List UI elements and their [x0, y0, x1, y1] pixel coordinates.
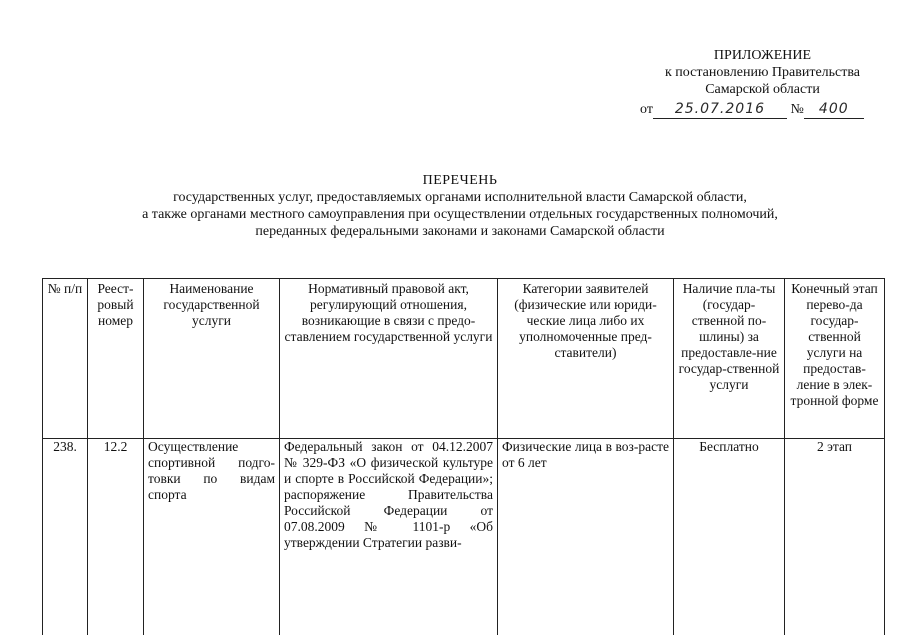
- table-row: [43, 439, 885, 636]
- document-title: [60, 172, 860, 240]
- appendix-title: ПРИЛОЖЕНИЕ: [713, 48, 812, 63]
- appendix-line-2: Самарской области: [705, 82, 820, 97]
- table-header-row: [43, 279, 885, 439]
- handwritten-number: 400: [804, 101, 864, 119]
- number-prefix: №: [790, 102, 804, 117]
- cell-legal-act: Федеральный закон от 04.12.2007 № 329-ФЗ «О физической культуре и спорте в Российской Федерации»; распоряжение Правительства Российской Федерации от 07.08.2009 № 1101-р «Об утверждении Стратегии разви-: [280, 439, 498, 636]
- cell-number: 238.: [43, 439, 88, 636]
- date-prefix: от: [640, 102, 653, 117]
- document-title-line-2: а также органами местного самоуправления при осуществлении отдельных государственных полномочий,: [142, 207, 778, 222]
- document-title-line-3: переданных федеральными законами и законами Самарской области: [255, 224, 665, 239]
- cell-fee: Бесплатно: [674, 439, 785, 636]
- header-legal-act: Нормативный правовой акт, регулирующий отношения, возникающие в связи с предо-ставлением государственной услуги: [280, 279, 498, 439]
- services-table: [42, 278, 885, 635]
- cell-electronic-stage: 2 этап: [785, 439, 885, 636]
- cell-service-name: Осуществление спортивной подго-товки по видам спорта: [144, 439, 280, 636]
- header-fee: Наличие пла-ты (государ-ственной по-шлины) за предоставле-ние государ-ственной услуги: [674, 279, 785, 439]
- document-heading: ПЕРЕЧЕНЬ: [422, 173, 498, 188]
- appendix-block: [640, 47, 885, 117]
- document-title-line-1: государственных услуг, предоставляемых органами исполнительной власти Самарской области,: [173, 190, 747, 205]
- header-number: № п/п: [43, 279, 88, 439]
- cell-registry: 12.2: [88, 439, 144, 636]
- header-service-name: Наименование государственной услуги: [144, 279, 280, 439]
- cell-applicants: Физические лица в воз-расте от 6 лет: [498, 439, 674, 636]
- header-registry: Реест-ровый номер: [88, 279, 144, 439]
- appendix-date-line: [640, 101, 885, 121]
- header-electronic-stage: Конечный этап перево-да государ-ственной услуги на предостав-ление в элек-тронной форме: [785, 279, 885, 439]
- header-applicants: Категории заявителей (физические или юриди-ческие лица либо их уполномоченные пред-ставители): [498, 279, 674, 439]
- handwritten-date: 25.07.2016: [653, 101, 787, 119]
- appendix-line-1: к постановлению Правительства: [664, 65, 861, 80]
